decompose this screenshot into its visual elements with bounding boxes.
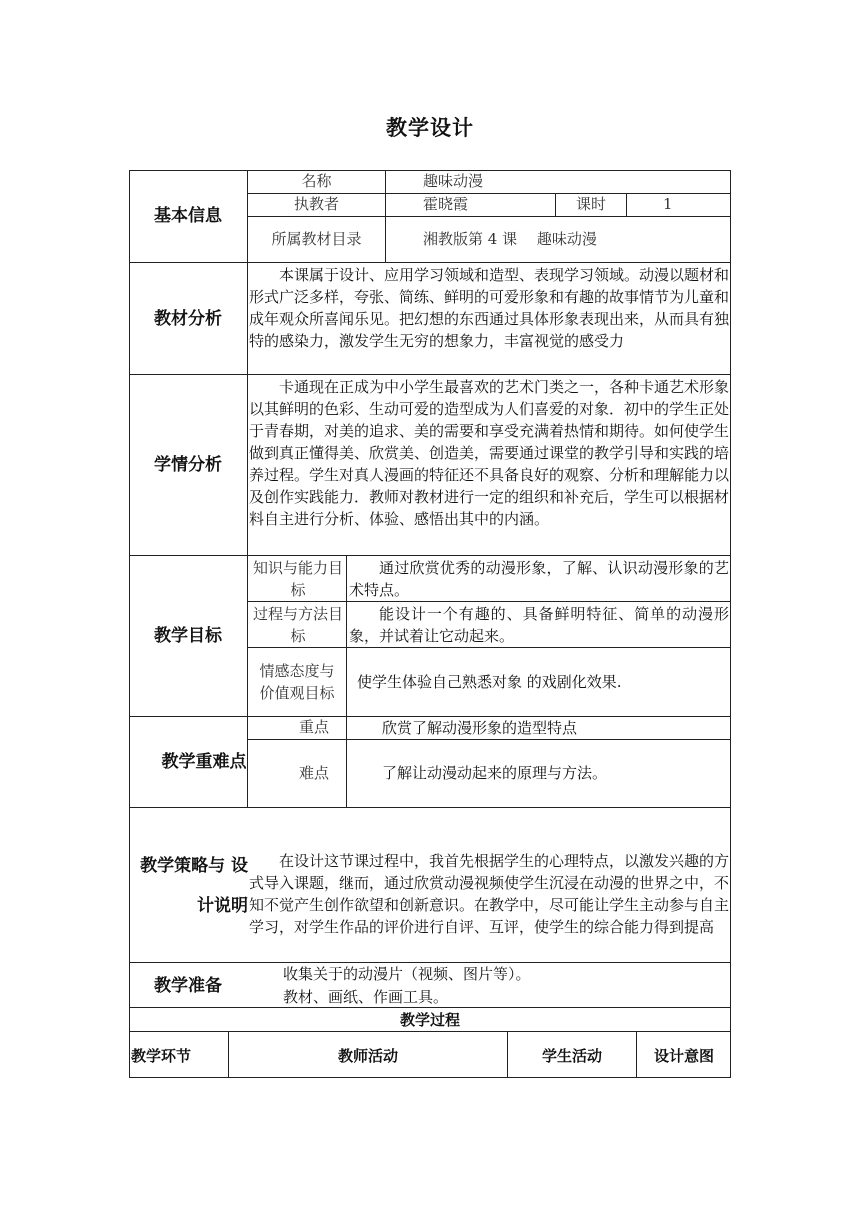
column-header-teacher: 教师活动: [337, 1046, 398, 1065]
col-border: [346, 555, 347, 716]
difficulty-label: 难点: [299, 764, 330, 782]
textbook-value: 湘教版第 4 课 趣味动漫: [423, 229, 597, 248]
name-label: 名称: [301, 172, 332, 190]
process-header: 教学过程: [399, 1011, 460, 1029]
student-analysis-label: 学情分析: [154, 455, 222, 475]
label-column-divider: [247, 170, 248, 807]
period-label: 课时: [575, 195, 606, 213]
focus-label: 重点: [299, 718, 330, 736]
preparation-line-1: 收集关于的动漫片（视频、图片等）。: [283, 965, 531, 983]
period-value: 1: [663, 195, 673, 213]
process-text: 能设计一个有趣的、具备鲜明特征、简单的动漫形象，并试着让它动起来。: [349, 605, 729, 645]
row-border: [129, 807, 731, 808]
knowledge-text: 通过欣赏优秀的动漫形象，了解、认识动漫形象的艺术特点。: [349, 559, 729, 599]
strategy-label: 教学策略与 设计说明: [140, 856, 248, 916]
strategy-text: 在设计这节课过程中，我首先根据学生的心理特点，以激发兴趣的方式导入课题，继而，通过欣赏动漫视频使学生沉浸在动漫的世界之中，不知不觉产生创作欲望和创新意识。在教学中，尽可能让学生主动参与自主学习，对学生作品的评价进行自评、互评，使学生的综合能力得到提高: [249, 852, 730, 936]
material-analysis-label: 教材分析: [154, 308, 222, 329]
preparation-label: 教学准备: [154, 975, 222, 996]
objectives-label: 教学目标: [154, 626, 222, 646]
name-value: 趣味动漫: [423, 172, 484, 190]
emotion-text: 使学生体验自己熟悉对象 的戏剧化效果.: [357, 673, 622, 691]
column-header-stage: 教学环节: [131, 1046, 192, 1065]
difficulty-text: 了解让动漫动起来的原理与方法。: [382, 764, 608, 782]
key-points-label: 教学重难点: [161, 752, 247, 772]
emotion-label: 情感态度与价值观目标: [259, 662, 335, 702]
process-label: 过程与方法目标: [252, 604, 343, 645]
student-analysis-text: 卡通现在正成为中小学生最喜欢的艺术门类之一，各种卡通艺术形象以其鲜明的色彩、生动可爱的造型成为人们喜爱的对象．初中的学生正处于青春期，对美的追求、美的需要和享受充满着热情和期待。如何使学生做到真正懂得美、欣赏美、创造美，需要通过课堂的教学引导和实践的培养过程。学生对真人漫画的特征还不具备良好的观察、分析和理解能力以及创作实践能力．教师对教材进行一定的组织和补充后，学生可以根据材料自主进行分析、体验、感悟出其中的内涵。: [249, 378, 730, 528]
document-title: 教学设计: [386, 116, 474, 140]
column-header-student: 学生活动: [541, 1046, 602, 1065]
knowledge-label: 知识与能力目标: [252, 558, 343, 599]
focus-text: 欣赏了解动漫形象的造型特点: [382, 719, 578, 737]
teacher-value: 霍晓霞: [423, 195, 469, 213]
col-border: [346, 716, 347, 807]
teacher-label: 执教者: [293, 195, 339, 213]
textbook-label: 所属教材目录: [271, 230, 362, 248]
basic-info-label: 基本信息: [154, 206, 222, 226]
column-header-intent: 设计意图: [653, 1046, 714, 1065]
preparation-line-2: 教材、画纸、作画工具。: [283, 988, 449, 1006]
material-analysis-text: 本课属于设计、应用学习领域和造型、表现学习领域。动漫以题材和形式广泛多样，夸张、简练、鲜明的可爱形象和有趣的故事情节为儿童和成年观众所喜闻乐见。把幻想的东西通过具体形象表现出来，从而具有独特的感染力，激发学生无穷的想象力，丰富视觉的感受力: [249, 266, 730, 350]
